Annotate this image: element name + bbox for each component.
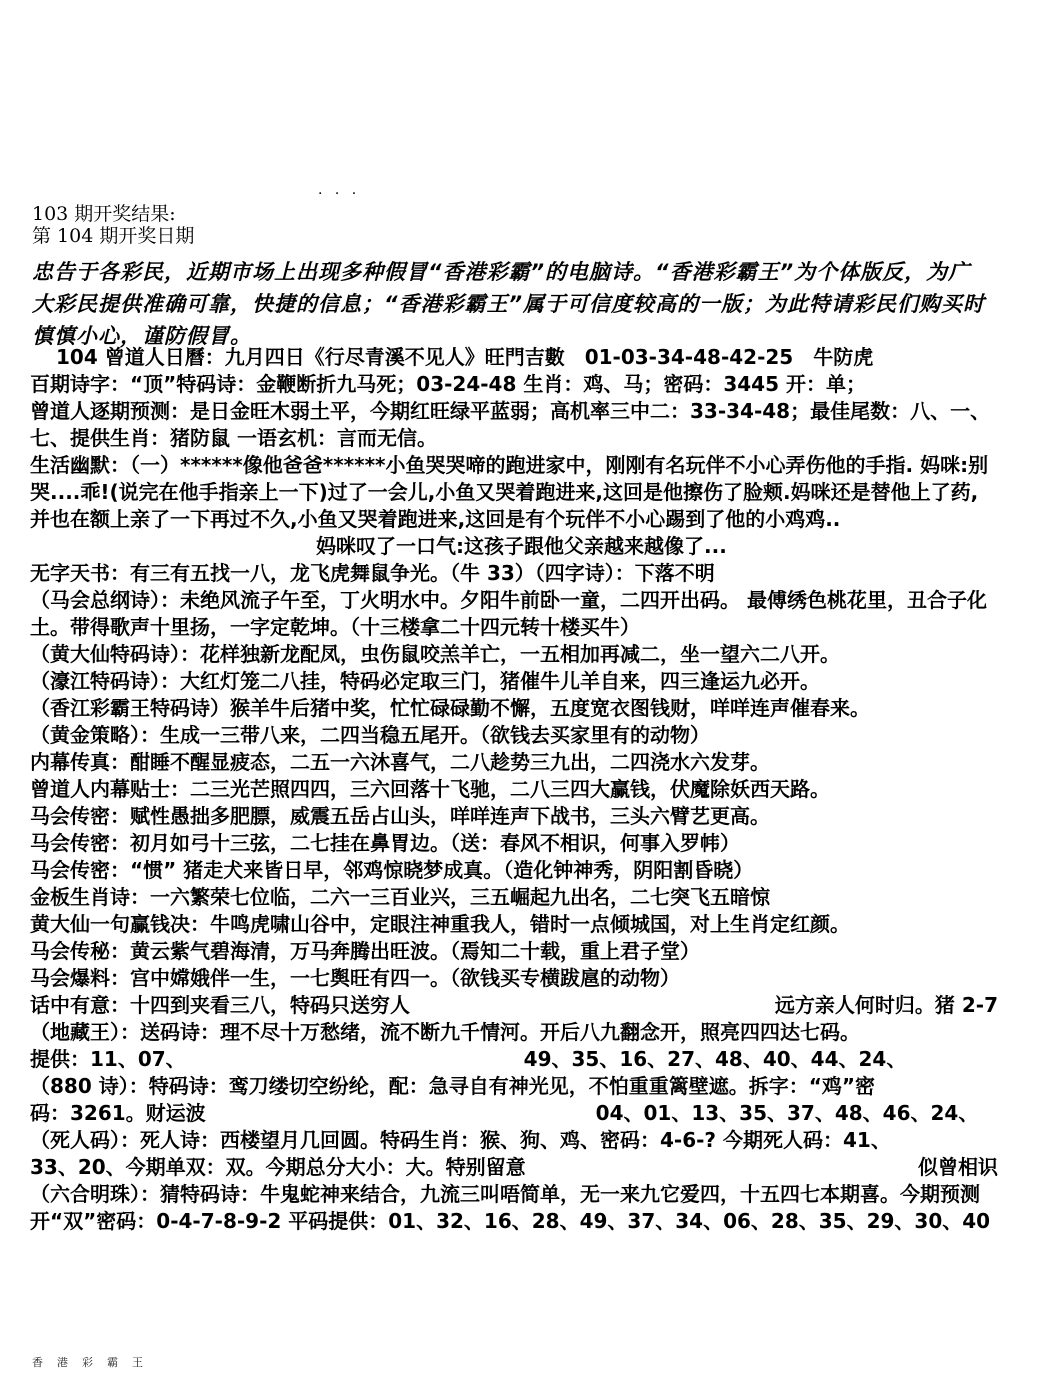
date-heading: 第 104 期开奖日期 <box>32 225 195 247</box>
xiangjiang-poem-line: （香江彩霸王特码诗）猴羊牛后猪中奖，忙忙碌碌勤不懈，五度宽衣图钱财，咩咩连声催春来。 <box>30 696 870 720</box>
warning-notice: 忠告于各彩民，近期市场上出现多种假冒“香港彩霸”的电脑诗。“香港彩霸王”为个体版反，为广大彩民提供准确可靠，快捷的信息；“香港彩霸王”属于可信度较高的一版；为此特请彩民们购买时慎慎小心，谨防假冒。 <box>32 260 986 348</box>
dead-number-line: （死人码）：死人诗：西楼望月几回圆。特码生肖：猴、狗、鸡、密码：4-6-? 今期死人码：41、 <box>30 1128 891 1152</box>
result-heading: 103 期开奖结果: <box>32 203 176 225</box>
hundred-period-line: 百期诗字：“顶”特码诗：金鞭断折九马死；03-24-48 生肖：鸡、马；密码：3445 开：单； <box>30 372 866 396</box>
humor-paragraph <box>30 452 998 560</box>
wong-tai-sin-poem-line: （黄大仙特码诗）：花样独新龙配凤，虫伤鼠咬羔羊亡，一五相加再减二，坐一望六二八开。 <box>30 642 840 666</box>
haojiang-poem-line: （濠江特码诗）：大红灯笼二八挂，特码必定取三门，猪催牛儿羊自来，四三逢运九必开。 <box>30 669 820 693</box>
footer-logo: 香港彩霸王 <box>32 1356 157 1369</box>
jockey-poem-paragraph: （马会总纲诗）：未绝风流子午至，丁火明水中。夕阳牛前卧一童，二四开出码。 最傅绣色桃花里，丑合子化土。带得歌声十里扬，一字定乾坤。（十三楼拿二十四元转十楼买牛） <box>30 588 987 639</box>
wealth-wave-line: 码：3261。财运波 04、01、13、35、37、48、46、24、 <box>30 1101 979 1125</box>
odd-even-line: 33、20、今期单双：双。今期总分大小：大。特别留意 似曾相识 <box>30 1155 998 1179</box>
humor-text: 生活幽默：（一）******像他爸爸******小鱼哭哭啼的跑进家中，刚刚有名玩伴不小心弄伤他的手指. 妈咪:别哭....乖!(说完在他手指亲上一下)过了一会儿,小鱼又哭着跑进来,这回是他擦伤了脸颊.妈咪还是替他上了药,并也在额上亲了一下再过不久,小鱼又哭着跑进来,这回是有个玩伴不小心踢到了他的小鸡鸡.. <box>30 453 989 531</box>
ksitigarbha-line: （地藏王）：送码诗：理不尽十万愁绪，流不断九千情河。开后八九翻念开，照亮四四达七码。 <box>30 1020 860 1044</box>
club-secret-line-4: 马会传秘：黄云紫气碧海清，万马奔腾出旺波。（焉知二十载，重上君子堂） <box>30 939 700 963</box>
prediction-paragraph: 曾道人逐期预测：是日金旺木弱土平，今期红旺绿平蓝弱；高机率三中二：33-34-48；最佳尾数：八、一、七、提供生肖：猪防鼠 一语玄机：言而无信。 <box>30 399 991 450</box>
club-secret-line-2: 马会传密：初月如弓十三弦，二七挂在鼻胃边。（送：春风不相识，何事入罗帏） <box>30 831 740 855</box>
club-leak-line: 马会爆料：宫中嫦娥伴一生，一七舆旺有四一。（欲钱买专横跋扈的动物） <box>30 966 680 990</box>
inside-tip-line: 曾道人内幕贴士：二三光芒照四四，三六回落十飞驰，二八三四大赢钱，伏魔除妖西天路。 <box>30 777 830 801</box>
content-body <box>30 344 998 1235</box>
scan-dots: · · · <box>318 186 361 202</box>
golden-strategy-line: （黄金策略）：生成一三带八来，二四当稳五尾开。（欲钱去买家里有的动物） <box>30 723 710 747</box>
humor-ending: 妈咪叹了一口气:这孩子跟他父亲越来越像了... <box>316 534 727 558</box>
poem-880-line: （880 诗）：特码诗：鸾刀缕切空纷纶，配：急寻自有神光见，不怕重重篱壁遮。拆字：“鸡”密 <box>30 1074 875 1098</box>
provided-numbers-line: 提供：11、07、 49、35、16、27、48、40、44、24、 <box>30 1047 907 1071</box>
hidden-meaning-line: 话中有意：十四到夹看三八，特码只送穷人 远方亲人何时归。猪 2-7 <box>30 993 998 1017</box>
club-secret-line-1: 马会传密：赋性愚拙多肥膘，威震五岳占山头，咩咩连声下战书，三头六臂艺更高。 <box>30 804 770 828</box>
golden-zodiac-line: 金板生肖诗：一六繁荣七位临，二六一三百业兴，三五崛起九出名，二七突飞五暗惊 <box>30 885 770 909</box>
winning-formula-line: 黄大仙一句赢钱决：牛鸣虎啸山谷中，定眼注神重我人，错时一点倾城国，对上生肖定红颜。 <box>30 912 850 936</box>
wordless-book-line: 无字天书：有三有五找一八，龙飞虎舞鼠争光。（牛 33）（四字诗）：下落不明 <box>30 561 715 585</box>
almanac-line: 104 曾道人日曆：九月四日《行尽青溪不见人》旺門吉數 01-03-34-48-42-25 牛防虎 <box>56 345 874 369</box>
club-secret-line-3: 马会传密：“惯” 猪走犬来皆日早，邻鸡惊晓梦成真。（造化钟神秀，阴阳割昏晓） <box>30 858 754 882</box>
inside-fax-line: 内幕传真：酣睡不醒显疲态，二五一六沐喜气，二八趁势三九出，二四浇水六发芽。 <box>30 750 770 774</box>
liuhe-pearl-paragraph: （六合明珠）：猜特码诗：牛鬼蛇神来结合，九流三叫唔简单，无一来九它爱四，十五四七本期喜。今期预测开“双”密码：0-4-7-8-9-2 平码提供：01、32、16、28、49、37、34、06、28、35、29、30、40 <box>30 1182 991 1233</box>
